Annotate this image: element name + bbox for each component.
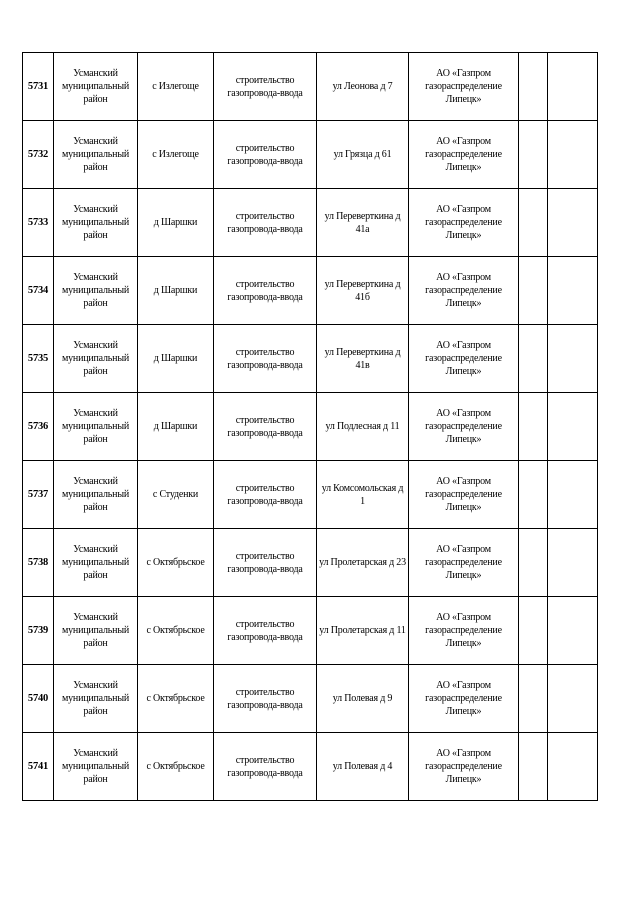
work-type-cell: строительство газопровода-ввода [214,461,317,529]
empty-cell [548,121,598,189]
settlement-cell: д Шаршки [138,393,214,461]
work-type-cell: строительство газопровода-ввода [214,597,317,665]
organization-cell: АО «Газпром газораспределение Липецк» [409,121,519,189]
empty-cell [519,393,548,461]
empty-cell [519,257,548,325]
empty-cell [548,393,598,461]
work-type-cell: строительство газопровода-ввода [214,733,317,801]
district-cell: Усманский муниципальный район [54,461,138,529]
address-cell: ул Пролетарская д 23 [317,529,409,597]
table-row [23,393,598,461]
empty-cell [519,189,548,257]
row-number: 5734 [23,257,54,325]
district-cell: Усманский муниципальный район [54,393,138,461]
address-cell: ул Полевая д 4 [317,733,409,801]
empty-cell [519,733,548,801]
settlement-cell: с Октябрьское [138,529,214,597]
table-row [23,257,598,325]
address-cell: ул Грязца д 61 [317,121,409,189]
organization-cell: АО «Газпром газораспределение Липецк» [409,393,519,461]
table-row [23,121,598,189]
settlement-cell: с Октябрьское [138,665,214,733]
address-cell: ул Леонова д 7 [317,53,409,121]
row-number: 5735 [23,325,54,393]
table-row [23,529,598,597]
empty-cell [548,529,598,597]
district-cell: Усманский муниципальный район [54,733,138,801]
district-cell: Усманский муниципальный район [54,121,138,189]
district-cell: Усманский муниципальный район [54,529,138,597]
empty-cell [548,733,598,801]
empty-cell [519,529,548,597]
organization-cell: АО «Газпром газораспределение Липецк» [409,529,519,597]
settlement-cell: с Октябрьское [138,597,214,665]
work-type-cell: строительство газопровода-ввода [214,121,317,189]
address-cell: ул Полевая д 9 [317,665,409,733]
work-type-cell: строительство газопровода-ввода [214,257,317,325]
organization-cell: АО «Газпром газораспределение Липецк» [409,597,519,665]
empty-cell [548,189,598,257]
organization-cell: АО «Газпром газораспределение Липецк» [409,325,519,393]
empty-cell [519,53,548,121]
table-row [23,665,598,733]
row-number: 5738 [23,529,54,597]
row-number: 5736 [23,393,54,461]
organization-cell: АО «Газпром газораспределение Липецк» [409,53,519,121]
table-row [23,733,598,801]
table-row [23,461,598,529]
empty-cell [548,325,598,393]
row-number: 5741 [23,733,54,801]
empty-cell [548,665,598,733]
settlement-cell: с Студенки [138,461,214,529]
row-number: 5739 [23,597,54,665]
empty-cell [519,665,548,733]
district-cell: Усманский муниципальный район [54,257,138,325]
row-number: 5732 [23,121,54,189]
address-cell: ул Переверткина д 41в [317,325,409,393]
empty-cell [548,461,598,529]
organization-cell: АО «Газпром газораспределение Липецк» [409,461,519,529]
address-cell: ул Пролетарская д 11 [317,597,409,665]
organization-cell: АО «Газпром газораспределение Липецк» [409,665,519,733]
table-row [23,325,598,393]
work-type-cell: строительство газопровода-ввода [214,53,317,121]
row-number: 5733 [23,189,54,257]
empty-cell [548,597,598,665]
registry-table-body [23,53,598,801]
row-number: 5740 [23,665,54,733]
empty-cell [519,461,548,529]
district-cell: Усманский муниципальный район [54,665,138,733]
organization-cell: АО «Газпром газораспределение Липецк» [409,733,519,801]
work-type-cell: строительство газопровода-ввода [214,189,317,257]
settlement-cell: с Излегоще [138,53,214,121]
settlement-cell: д Шаршки [138,189,214,257]
district-cell: Усманский муниципальный район [54,325,138,393]
district-cell: Усманский муниципальный район [54,53,138,121]
empty-cell [519,325,548,393]
registry-table [22,52,598,801]
table-row [23,597,598,665]
district-cell: Усманский муниципальный район [54,597,138,665]
table-row [23,53,598,121]
organization-cell: АО «Газпром газораспределение Липецк» [409,257,519,325]
settlement-cell: с Октябрьское [138,733,214,801]
work-type-cell: строительство газопровода-ввода [214,325,317,393]
address-cell: ул Подлесная д 11 [317,393,409,461]
district-cell: Усманский муниципальный район [54,189,138,257]
table-row [23,189,598,257]
address-cell: ул Комсомольская д 1 [317,461,409,529]
work-type-cell: строительство газопровода-ввода [214,529,317,597]
row-number: 5737 [23,461,54,529]
settlement-cell: д Шаршки [138,257,214,325]
organization-cell: АО «Газпром газораспределение Липецк» [409,189,519,257]
empty-cell [519,121,548,189]
row-number: 5731 [23,53,54,121]
address-cell: ул Переверткина д 41а [317,189,409,257]
work-type-cell: строительство газопровода-ввода [214,393,317,461]
empty-cell [519,597,548,665]
settlement-cell: д Шаршки [138,325,214,393]
settlement-cell: с Излегоще [138,121,214,189]
work-type-cell: строительство газопровода-ввода [214,665,317,733]
address-cell: ул Переверткина д 41б [317,257,409,325]
empty-cell [548,53,598,121]
empty-cell [548,257,598,325]
